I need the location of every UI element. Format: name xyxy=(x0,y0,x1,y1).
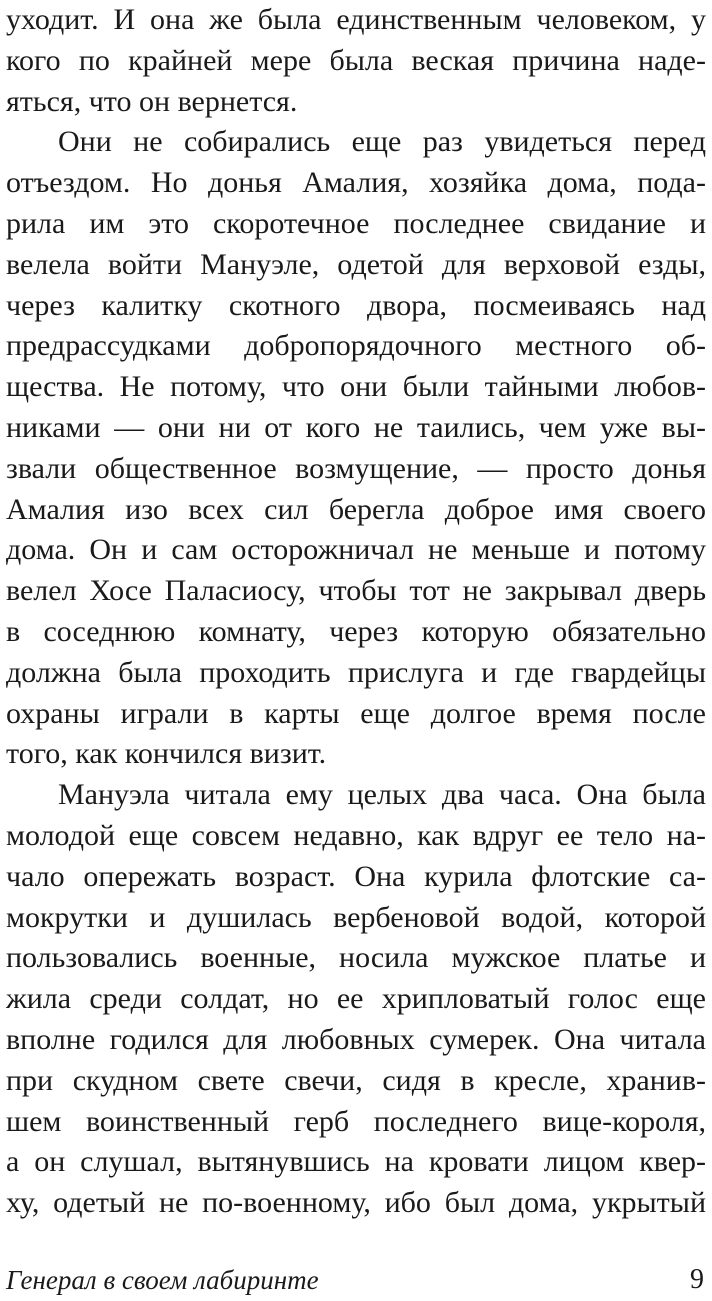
text-line: звали общественное возмущение, — просто донья xyxy=(6,451,706,485)
text-line: вполне годился для любовных сумерек. Она читала xyxy=(6,1022,706,1056)
text-line: дома. Он и сам осторожничал не меньше и потому xyxy=(6,533,706,567)
text-line: никами — они ни от кого не таились, чем уже вы- xyxy=(6,410,706,444)
text-line: охраны играли в карты еще долгое время после xyxy=(6,696,706,730)
text-line: а он слушал, вытянувшись на кровати лицом квер- xyxy=(6,1145,706,1179)
page-footer xyxy=(6,1262,704,1298)
text-line: предрассудками добропорядочного местного об- xyxy=(6,329,706,363)
text-line: отъездом. Но донья Амалия, хозяйка дома, пода- xyxy=(6,166,706,200)
text-line: кого по крайней мере была веская причина наде- xyxy=(6,43,706,77)
text-line: через калитку скотного двора, посмеиваясь над xyxy=(6,288,706,322)
text-line: молодой еще совсем недавно, как вдруг ее тело на- xyxy=(6,818,706,852)
page-number: 9 xyxy=(690,1264,704,1295)
text-line: того, как кончился визит. xyxy=(6,737,327,771)
running-title: Генерал в своем лабиринте xyxy=(6,1265,319,1295)
text-line: Они не собирались еще раз увидеться перед xyxy=(58,125,706,159)
text-line: чало опережать возраст. Она курила флотские са- xyxy=(6,859,706,893)
text-line: яться, что он вернется. xyxy=(6,84,298,118)
text-line: при скудном свете свечи, сидя в кресле, хранив- xyxy=(6,1063,706,1097)
text-line: рила им это скоротечное последнее свидание и xyxy=(6,206,706,240)
text-line: уходит. И она же была единственным человеком, у xyxy=(6,3,706,36)
body-text xyxy=(6,0,706,1224)
text-line: шем воинственный герб последнего вице-короля, xyxy=(6,1104,706,1138)
text-line: Амалия изо всех сил берегла доброе имя своего xyxy=(6,492,706,526)
text-line: в соседнюю комнату, через которую обязательно xyxy=(6,614,706,648)
text-line: щества. Не потому, что они были тайными любов- xyxy=(6,370,706,404)
text-line: пользовались военные, носила мужское платье и xyxy=(6,941,706,975)
text-line: жила среди солдат, но ее хрипловатый голос еще xyxy=(6,982,706,1016)
text-line: должна была проходить прислуга и где гвардейцы xyxy=(6,655,706,689)
text-line: велел Хосе Паласиосу, чтобы тот не закрывал дверь xyxy=(6,574,706,608)
text-line: Мануэла читала ему целых два часа. Она была xyxy=(58,778,706,812)
text-line: велела войти Мануэле, одетой для верховой езды, xyxy=(6,247,706,281)
text-line: мокрутки и душилась вербеновой водой, которой xyxy=(6,900,706,934)
text-line: ху, одетый не по-военному, ибо был дома, укрытый xyxy=(6,1186,706,1220)
